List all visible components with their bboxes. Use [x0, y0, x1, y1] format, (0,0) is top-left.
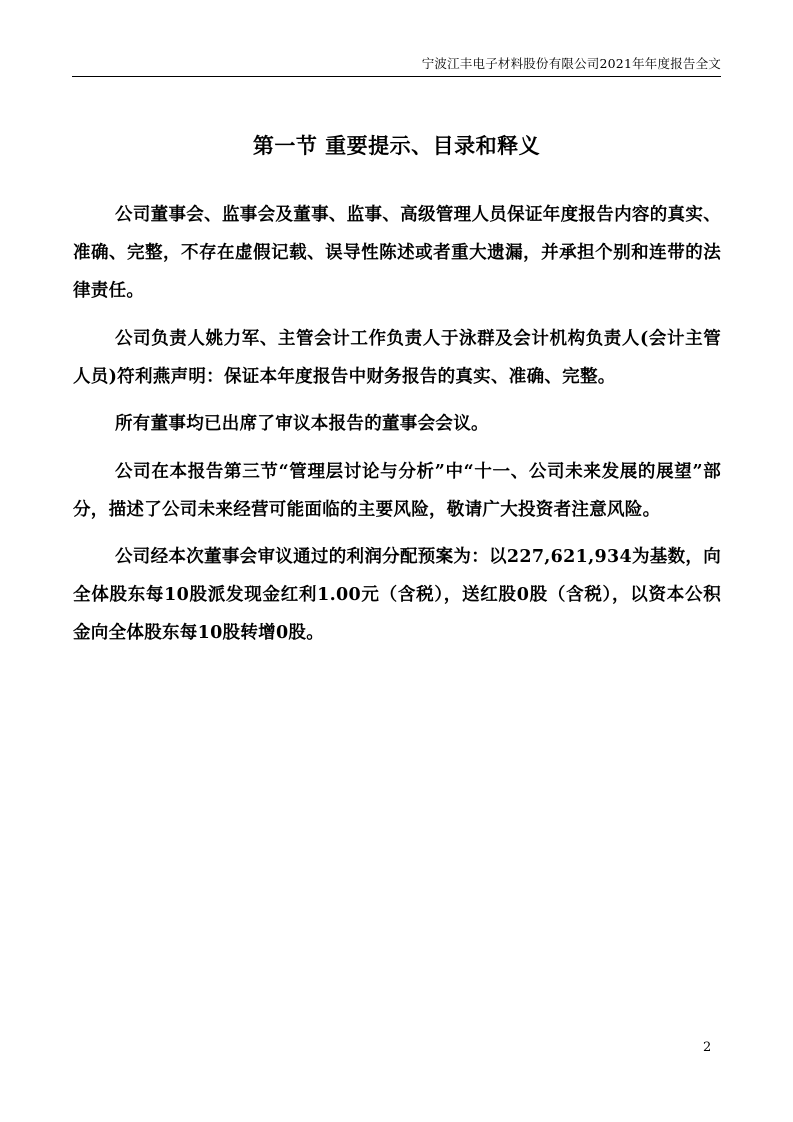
paragraph-risk-notice: 公司在本报告第三节“管理层讨论与分析”中“十一、公司未来发展的展望”部分，描述了公司未来经营可能面临的主要风险，敬请广大投资者注意风险。 [73, 461, 721, 520]
paragraph-directors-attendance: 所有董事均已出席了审议本报告的董事会会议。 [115, 414, 489, 434]
paragraph-board-guarantee: 公司董事会、监事会及董事、监事、高级管理人员保证年度报告内容的真实、准确、完整，不存在虚假记载、误导性陈述或者重大遗漏，并承担个别和连带的法律责任。 [73, 205, 721, 301]
header-report-title: 宁波江丰电子材料股份有限公司2021年年度报告全文 [421, 56, 721, 71]
section-title: 第一节 重要提示、目录和释义 [252, 133, 541, 158]
paragraph-responsible-persons: 公司负责人姚力军、主管会计工作负责人于泳群及会计机构负责人(会计主管人员)符利燕声明：保证本年度报告中财务报告的真实、准确、完整。 [73, 328, 721, 387]
paragraph-profit-distribution: 公司经本次董事会审议通过的利润分配预案为：以227,621,934为基数，向全体股东每10股派发现金红利1.00元（含税），送红股0股（含税），以资本公积金向全体股东每10股转增0股。 [73, 547, 721, 643]
document-body [73, 196, 721, 662]
page-number: 2 [703, 1040, 712, 1055]
page-header [72, 52, 721, 77]
